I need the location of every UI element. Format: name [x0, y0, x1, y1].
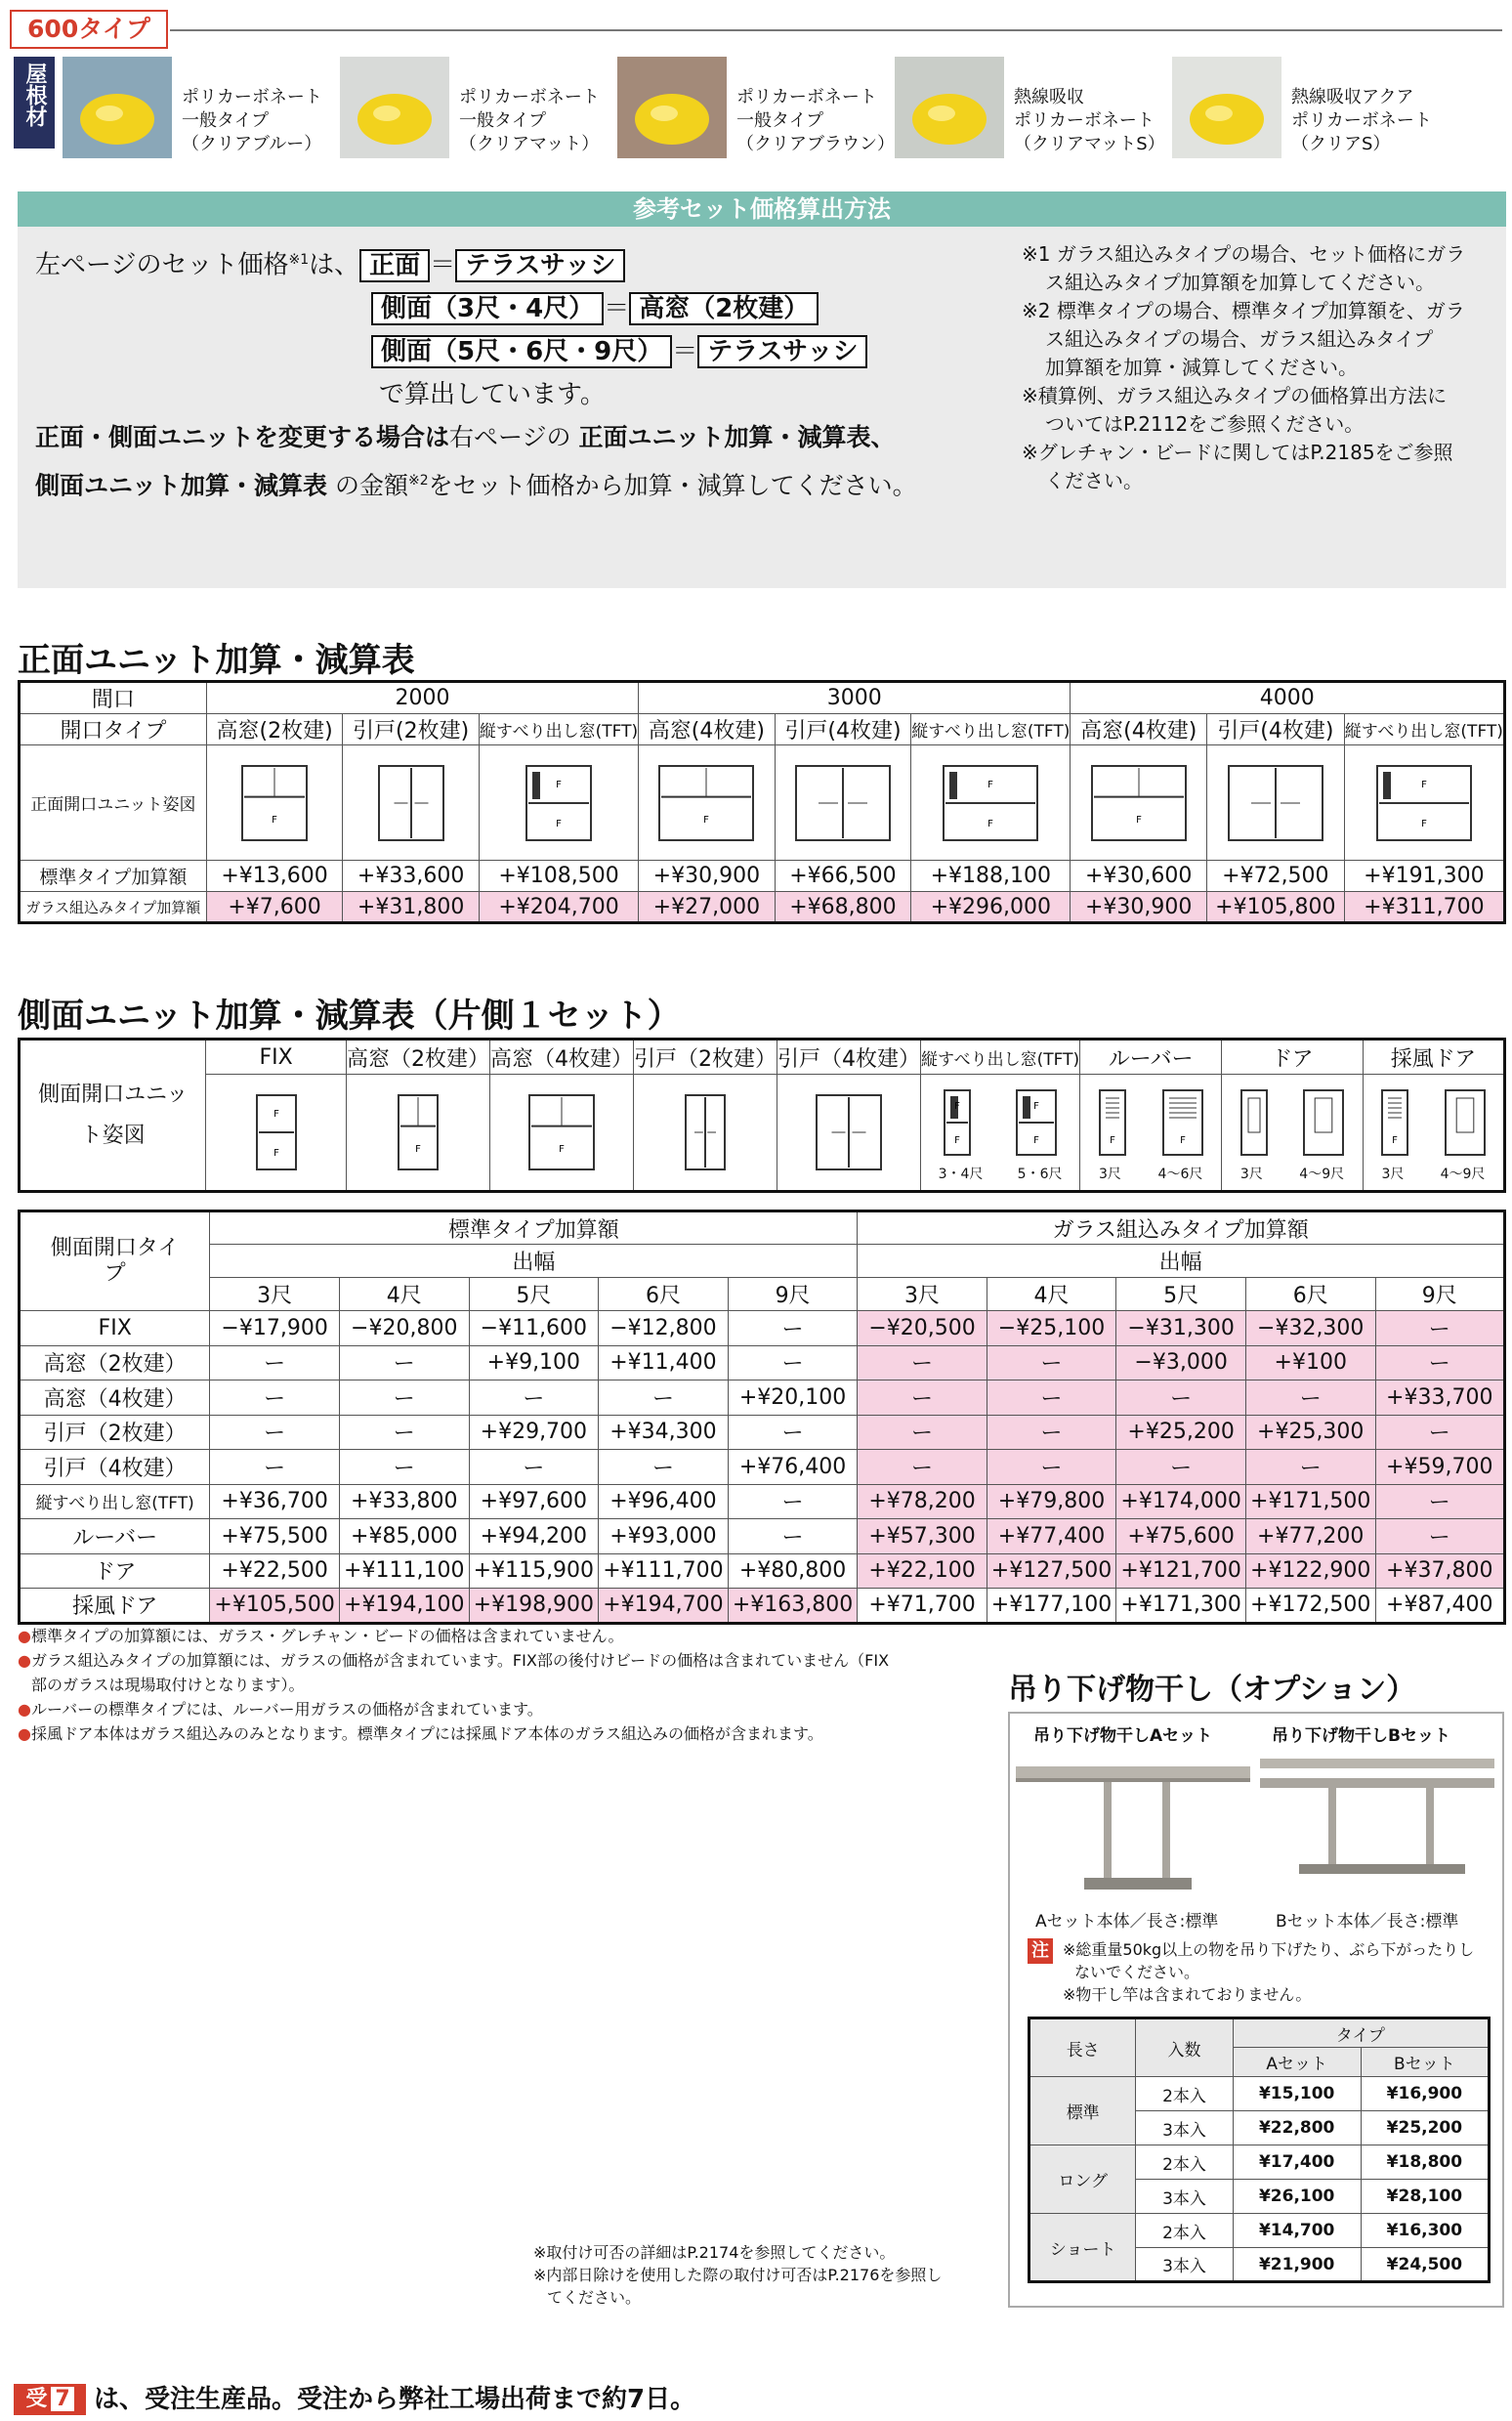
side-std-price: +¥29,700	[469, 1415, 599, 1450]
roof-sample-text: ポリカーボネート 一般タイプ （クリアマット）	[459, 87, 600, 154]
side-glass-price: ー	[1245, 1450, 1375, 1485]
front-unit-figure	[1206, 745, 1344, 861]
side-std-price: ー	[210, 1380, 340, 1416]
side-table-title: 側面ユニット加算・減算表（片側１セット）	[18, 997, 681, 1036]
side-glass-price: +¥172,500	[1245, 1589, 1375, 1624]
front-width-header: 3000	[639, 682, 1071, 714]
roof-sample-3	[617, 57, 893, 158]
note-bullet: 部のガラスは現場取付けとなります）。	[31, 1676, 305, 1694]
front-width-header: 2000	[206, 682, 638, 714]
side-std-price: +¥33,800	[339, 1484, 469, 1519]
side-std-price: ー	[469, 1380, 599, 1416]
side-glass-price: +¥87,400	[1375, 1589, 1504, 1624]
side-type-cell: ルーバー	[1080, 1040, 1222, 1075]
svg-text:F: F	[1179, 1135, 1186, 1146]
side-sub-label: 3尺	[1239, 1167, 1263, 1182]
side-std-price: ー	[599, 1450, 729, 1485]
front-std-price: +¥72,500	[1206, 861, 1344, 892]
side-glass-price: +¥33,700	[1375, 1380, 1504, 1416]
side-glass-price: +¥100	[1245, 1345, 1375, 1380]
side-std-price: +¥80,800	[728, 1553, 858, 1589]
hang-qty-cell: 2本入	[1136, 2145, 1233, 2180]
hang-b-caption: Bセット本体／長さ:標準	[1276, 1912, 1459, 1932]
side-unit-figure	[633, 1075, 777, 1192]
side-type-cell: 縦すべり出し窓(TFT)	[920, 1040, 1079, 1075]
svg-text:F: F	[1033, 1101, 1039, 1112]
front-glass-price: +¥30,900	[1071, 892, 1207, 923]
hang-a-title: 吊り下げ物干しAセット	[1033, 1726, 1213, 1746]
hang-a-price: ¥17,400	[1233, 2145, 1361, 2180]
side-sub-label: 4〜9尺	[1299, 1167, 1345, 1182]
side-std-price: +¥194,700	[599, 1589, 729, 1624]
side-glass-price: +¥71,700	[858, 1589, 987, 1624]
hang-qty-cell: 3本入	[1136, 2248, 1233, 2282]
side-glass-price: ー	[987, 1380, 1116, 1416]
hang-qty-cell: 2本入	[1136, 2077, 1233, 2111]
side-unit-table	[18, 1210, 1506, 1625]
roof-sample-5	[1172, 57, 1448, 158]
hang-notes	[1063, 1938, 1474, 2006]
side-std-price: −¥20,800	[339, 1311, 469, 1346]
side-row-name: FIX	[20, 1311, 210, 1346]
side-std-price: +¥96,400	[599, 1484, 729, 1519]
calc-note-line: ※2 標準タイプの場合、標準タイプ加算額を、ガラ	[1022, 299, 1465, 322]
front-std-price: +¥30,600	[1071, 861, 1207, 892]
side-std-price: +¥94,200	[469, 1519, 599, 1554]
side-glass-price: ー	[858, 1345, 987, 1380]
svg-text:F: F	[1109, 1135, 1115, 1146]
footer-badge: 受 7	[14, 2384, 86, 2415]
front-std-price: +¥108,500	[479, 861, 638, 892]
calc-note-line: ください。	[1045, 469, 1143, 492]
side-glass-price: −¥32,300	[1245, 1311, 1375, 1346]
hang-note-line: ないでください。	[1074, 1963, 1200, 1981]
side-std-price: +¥36,700	[210, 1484, 340, 1519]
calc-note-line: ス組込みタイプ加算額を加算してください。	[1045, 271, 1435, 294]
front-glass-price: +¥105,800	[1206, 892, 1344, 923]
ref-line: てください。	[547, 2288, 642, 2307]
side-std-price: +¥85,000	[339, 1519, 469, 1554]
side-glass-price: +¥25,300	[1245, 1415, 1375, 1450]
hanger-b-image	[1260, 1749, 1494, 1905]
side-std-price: +¥34,300	[599, 1415, 729, 1450]
side-glass-price: +¥37,800	[1375, 1553, 1504, 1589]
front-glass-price: +¥311,700	[1344, 892, 1504, 923]
front-figure-header: 正面開口ユニット姿図	[20, 745, 207, 861]
note-bullet: ●標準タイプの加算額には、ガラス・グレチャン・ビードの価格は含まれていません。	[18, 1627, 624, 1645]
side-std-price: +¥163,800	[728, 1589, 858, 1624]
front-std-label: 標準タイプ加算額	[20, 861, 207, 892]
hang-b-header: Bセット	[1361, 2048, 1489, 2077]
side-glass-price: +¥174,000	[1116, 1484, 1246, 1519]
side-std-price: ー	[728, 1415, 858, 1450]
side-glass-price: +¥171,500	[1245, 1484, 1375, 1519]
hang-b-price: ¥24,500	[1361, 2248, 1489, 2282]
side-size-header: 4尺	[987, 1278, 1116, 1311]
hang-note-line: ※物干し竿は含まれておりません。	[1063, 1985, 1312, 2004]
side-glass-price: ー	[1375, 1415, 1504, 1450]
side-std-price: +¥111,100	[339, 1553, 469, 1589]
roof-sample-text: ポリカーボネート 一般タイプ （クリアブラウン）	[736, 87, 895, 154]
side-sub-label: 3尺	[1381, 1167, 1405, 1182]
side-glass-price: +¥25,200	[1116, 1415, 1246, 1450]
lemon-sample-photo	[617, 57, 727, 158]
front-width-header: 4000	[1071, 682, 1505, 714]
side-glass-price: +¥121,700	[1116, 1553, 1246, 1589]
calc-note-line: ス組込みタイプの場合、ガラス組込みタイプ	[1045, 327, 1434, 351]
front-unit-figure	[206, 745, 343, 861]
footer-text: は、受注生産品。受注から弊社工場出荷まで約7日。	[94, 2385, 696, 2414]
side-std-price: +¥111,700	[599, 1553, 729, 1589]
svg-text:F: F	[559, 1144, 565, 1155]
hang-len-header: 長さ	[1029, 2018, 1136, 2077]
side-glass-price: +¥177,100	[987, 1589, 1116, 1624]
side-size-header: 4尺	[339, 1278, 469, 1311]
front-glass-price: +¥7,600	[206, 892, 343, 923]
side-std-header: 標準タイプ加算額	[210, 1211, 858, 1245]
roof-sample-2	[340, 57, 615, 158]
side-glass-price: +¥171,300	[1116, 1589, 1246, 1624]
hang-price-table	[1028, 2017, 1491, 2283]
side-std-price: ー	[469, 1450, 599, 1485]
hanger-a-image	[1016, 1749, 1250, 1905]
hang-qty-cell: 2本入	[1136, 2214, 1233, 2248]
svg-text:F: F	[415, 1144, 421, 1155]
front-std-price: +¥188,100	[911, 861, 1071, 892]
front-glass-price: +¥296,000	[911, 892, 1071, 923]
side-size-header: 5尺	[1116, 1278, 1246, 1311]
hang-a-price: ¥14,700	[1233, 2214, 1361, 2248]
side-row-name: 引戸（4枚建）	[20, 1450, 210, 1485]
side-glass-price: ー	[987, 1450, 1116, 1485]
side-std-price: ー	[728, 1519, 858, 1554]
side-std-price: −¥11,600	[469, 1311, 599, 1346]
side-type-cell: 採風ドア	[1363, 1040, 1504, 1075]
side-glass-price: +¥75,600	[1116, 1519, 1246, 1554]
side-std-price: ー	[210, 1450, 340, 1485]
svg-text:F: F	[273, 1148, 279, 1159]
note-bullet: ●ルーバーの標準タイプには、ルーバー用ガラスの価格が含まれています。	[18, 1700, 543, 1719]
side-glass-price: ー	[1116, 1450, 1246, 1485]
hang-b-price: ¥25,200	[1361, 2111, 1489, 2145]
side-glass-price: ー	[1375, 1484, 1504, 1519]
hang-qty-cell: 3本入	[1136, 2180, 1233, 2214]
side-unit-figure	[489, 1075, 633, 1192]
roof-sample-text: 熱線吸収 ポリカーボネート （クリアマットS）	[1014, 87, 1165, 154]
hang-b-price: ¥16,300	[1361, 2214, 1489, 2248]
side-type-cell: 引戸（2枚建）	[633, 1040, 777, 1075]
calc-formula: 左ページのセット価格$^{※1}$は、 正面 ＝ テラスサッシ 側面（3尺・4尺） ＝ 高窓（2枚建） 側面（5尺・6尺・9尺） ＝ テラスサッシ で算出しています。 正面・側面ユニットを変更する場合は右ページの 正面ユニット加算・減算表、 側面ユニット加算・減算表 の金額$^{※2}$をセット価格から加算・減算してください。	[35, 250, 917, 499]
front-type-cell: 高窓(4枚建)	[1071, 714, 1207, 745]
side-glass-price: +¥59,700	[1375, 1450, 1504, 1485]
front-unit-table	[18, 680, 1506, 924]
side-std-price: ー	[728, 1311, 858, 1346]
front-glass-label: ガラス組込みタイプ加算額	[20, 892, 207, 923]
hang-a-caption: Aセット本体／長さ:標準	[1035, 1912, 1219, 1932]
side-glass-price: +¥77,400	[987, 1519, 1116, 1554]
notes-bullets	[18, 1624, 955, 1746]
roof-material-label: 屋根材	[14, 57, 55, 149]
side-std-price: +¥76,400	[728, 1450, 858, 1485]
hang-a-price: ¥15,100	[1233, 2077, 1361, 2111]
side-std-price: +¥115,900	[469, 1553, 599, 1589]
hang-qty-cell: 3本入	[1136, 2111, 1233, 2145]
side-size-header: 3尺	[858, 1278, 987, 1311]
calc-note-line: ついてはP.2112をご参照ください。	[1045, 412, 1365, 436]
side-type-cell: 高窓（2枚建）	[346, 1040, 489, 1075]
side-std-price: −¥17,900	[210, 1311, 340, 1346]
front-unit-figure	[911, 745, 1071, 861]
front-opening-header: 間口	[20, 682, 207, 714]
front-glass-price: +¥31,800	[343, 892, 480, 923]
side-size-header: 6尺	[1245, 1278, 1375, 1311]
side-size-header: 6尺	[599, 1278, 729, 1311]
front-unit-figure	[1071, 745, 1207, 861]
front-type-cell: 高窓(4枚建)	[639, 714, 776, 745]
hang-b-price: ¥16,900	[1361, 2077, 1489, 2111]
front-unit-figure	[1344, 745, 1504, 861]
side-glass-price: ー	[1375, 1519, 1504, 1554]
side-figure-header: 側面開口ユニット姿図	[20, 1040, 206, 1192]
side-type-cell: FIX	[206, 1040, 347, 1075]
lemon-sample-photo	[895, 57, 1004, 158]
side-std-price: ー	[728, 1484, 858, 1519]
note-bullet: ●採風ドア本体はガラス組込みのみとなります。標準タイプには採風ドア本体のガラス組込みの価格が含まれます。	[18, 1724, 823, 1743]
side-std-price: ー	[339, 1450, 469, 1485]
side-type-header: 側面開口タイプ	[20, 1211, 210, 1311]
svg-text:F: F	[556, 818, 562, 829]
hang-len-cell: 標準	[1029, 2077, 1136, 2145]
svg-text:F: F	[987, 779, 994, 790]
side-glass-price: ー	[858, 1450, 987, 1485]
front-type-cell: 引戸(4枚建)	[775, 714, 911, 745]
side-std-price: ー	[599, 1380, 729, 1416]
side-size-header: 9尺	[728, 1278, 858, 1311]
hang-b-price: ¥18,800	[1361, 2145, 1489, 2180]
side-std-price: +¥198,900	[469, 1589, 599, 1624]
header-rule	[170, 29, 1502, 31]
side-glass-price: ー	[987, 1415, 1116, 1450]
svg-text:F: F	[703, 814, 710, 826]
side-std-price: ー	[339, 1415, 469, 1450]
side-out-header: 出幅	[210, 1245, 858, 1278]
svg-text:F: F	[1033, 1135, 1039, 1146]
side-std-price: ー	[728, 1345, 858, 1380]
front-glass-price: +¥68,800	[775, 892, 911, 923]
calc-note-line: ※グレチャン・ビードに関してはP.2185をご参照	[1022, 441, 1453, 464]
side-glass-price: ー	[1375, 1345, 1504, 1380]
caution-badge: 注	[1028, 1938, 1053, 1964]
side-glass-price: ー	[1375, 1311, 1504, 1346]
type-badge: 600タイプ	[10, 10, 168, 49]
side-std-price: +¥20,100	[728, 1380, 858, 1416]
front-std-price: +¥30,900	[639, 861, 776, 892]
side-glass-price: ー	[1245, 1380, 1375, 1416]
side-std-price: +¥105,500	[210, 1589, 340, 1624]
side-glass-price: ー	[858, 1380, 987, 1416]
side-unit-figure-pair	[1222, 1075, 1364, 1192]
side-size-header: 5尺	[469, 1278, 599, 1311]
side-sub-label: 3・4尺	[938, 1167, 984, 1182]
side-glass-price: −¥25,100	[987, 1311, 1116, 1346]
side-glass-price: +¥22,100	[858, 1553, 987, 1589]
hang-a-price: ¥22,800	[1233, 2111, 1361, 2145]
side-unit-figure-pair	[1363, 1075, 1504, 1192]
front-unit-figure	[775, 745, 911, 861]
svg-text:F: F	[1420, 818, 1427, 829]
front-unit-figure	[639, 745, 776, 861]
hang-title: 吊り下げ物干し（オプション）	[1008, 1673, 1416, 1707]
note-bullet: ●ガラス組込みタイプの加算額には、ガラスの価格が含まれています。FIX部の後付けビードの価格は含まれていません（FIX	[18, 1651, 890, 1670]
side-glass-price: +¥78,200	[858, 1484, 987, 1519]
calc-notes	[1022, 240, 1506, 495]
side-type-cell: ドア	[1222, 1040, 1364, 1075]
side-glass-price: +¥127,500	[987, 1553, 1116, 1589]
front-type-cell: 引戸(4枚建)	[1206, 714, 1344, 745]
front-type-cell: 縦すべり出し窓(TFT)	[1344, 714, 1504, 745]
side-std-price: +¥93,000	[599, 1519, 729, 1554]
side-figure-table	[18, 1038, 1506, 1193]
side-glass-price: +¥122,900	[1245, 1553, 1375, 1589]
ref-line: ※取付け可否の詳細はP.2174を参照してください。	[533, 2243, 896, 2262]
front-type-header: 開口タイプ	[20, 714, 207, 745]
front-std-price: +¥33,600	[343, 861, 480, 892]
side-glass-price: ー	[858, 1415, 987, 1450]
side-sub-label: 5・6尺	[1017, 1167, 1063, 1182]
side-std-price: ー	[339, 1380, 469, 1416]
ref-notes	[533, 2241, 942, 2309]
side-glass-price: −¥20,500	[858, 1311, 987, 1346]
hang-len-cell: ロング	[1029, 2145, 1136, 2214]
side-unit-figure-pair	[920, 1075, 1079, 1192]
roof-sample-text: 熱線吸収アクア ポリカーボネート （クリアS）	[1291, 87, 1432, 154]
hang-b-price: ¥28,100	[1361, 2180, 1489, 2214]
side-unit-figure	[346, 1075, 489, 1192]
front-std-price: +¥191,300	[1344, 861, 1504, 892]
side-glass-price: +¥77,200	[1245, 1519, 1375, 1554]
side-glass-header: ガラス組込みタイプ加算額	[858, 1211, 1505, 1245]
side-std-price: −¥12,800	[599, 1311, 729, 1346]
side-type-cell: 高窓（4枚建）	[489, 1040, 633, 1075]
side-sub-label: 3尺	[1098, 1167, 1121, 1182]
side-row-name: 縦すべり出し窓(TFT)	[20, 1484, 210, 1519]
side-out-header: 出幅	[858, 1245, 1505, 1278]
svg-text:F: F	[987, 818, 994, 829]
svg-text:F: F	[556, 779, 562, 790]
side-glass-price: +¥79,800	[987, 1484, 1116, 1519]
side-glass-price: −¥31,300	[1116, 1311, 1246, 1346]
front-type-cell: 縦すべり出し窓(TFT)	[479, 714, 638, 745]
side-sub-label: 4〜6尺	[1157, 1167, 1203, 1182]
side-std-price: +¥9,100	[469, 1345, 599, 1380]
side-row-name: 引戸（2枚建）	[20, 1415, 210, 1450]
roof-sample-4	[895, 57, 1170, 158]
front-unit-figure	[479, 745, 638, 861]
svg-text:F: F	[1392, 1135, 1399, 1146]
svg-text:F: F	[1420, 779, 1427, 790]
side-glass-price: +¥57,300	[858, 1519, 987, 1554]
side-std-price: +¥11,400	[599, 1345, 729, 1380]
ref-line: ※内部日除けを使用した際の取付け可否はP.2176を参照し	[533, 2266, 943, 2284]
side-unit-figure	[206, 1075, 347, 1192]
side-unit-figure-pair	[1080, 1075, 1222, 1192]
front-type-cell: 引戸(2枚建)	[343, 714, 480, 745]
lemon-sample-photo	[63, 57, 172, 158]
hang-len-cell: ショート	[1029, 2214, 1136, 2282]
svg-text:F: F	[954, 1101, 960, 1112]
side-type-cell: 引戸（4枚建）	[777, 1040, 920, 1075]
side-std-price: ー	[210, 1345, 340, 1380]
side-row-name: ルーバー	[20, 1519, 210, 1554]
side-glass-price: −¥3,000	[1116, 1345, 1246, 1380]
lemon-sample-photo	[1172, 57, 1281, 158]
hang-a-header: Aセット	[1233, 2048, 1361, 2077]
side-std-price: +¥97,600	[469, 1484, 599, 1519]
side-size-header: 9尺	[1375, 1278, 1504, 1311]
hang-b-title: 吊り下げ物干しBセット	[1272, 1726, 1450, 1746]
side-size-header: 3尺	[210, 1278, 340, 1311]
lemon-sample-photo	[340, 57, 449, 158]
svg-text:F: F	[273, 1109, 279, 1120]
svg-text:F: F	[1135, 814, 1142, 826]
svg-text:F: F	[272, 814, 277, 826]
side-row-name: ドア	[20, 1553, 210, 1589]
hang-qty-header: 入数	[1136, 2018, 1233, 2077]
side-glass-price: ー	[987, 1345, 1116, 1380]
side-row-name: 採風ドア	[20, 1589, 210, 1624]
hang-note-line: ※総重量50kg以上の物を吊り下げたり、ぶら下がったりし	[1063, 1940, 1475, 1959]
side-unit-figure	[777, 1075, 920, 1192]
roof-sample-1	[63, 57, 338, 158]
side-std-price: +¥22,500	[210, 1553, 340, 1589]
front-unit-figure	[343, 745, 480, 861]
side-std-price: ー	[339, 1345, 469, 1380]
side-row-name: 高窓（2枚建）	[20, 1345, 210, 1380]
front-std-price: +¥13,600	[206, 861, 343, 892]
hang-a-price: ¥26,100	[1233, 2180, 1361, 2214]
calc-note-line: ※積算例、ガラス組込みタイプの価格算出方法に	[1022, 384, 1448, 407]
front-glass-price: +¥27,000	[639, 892, 776, 923]
side-std-price: +¥75,500	[210, 1519, 340, 1554]
front-type-cell: 高窓(2枚建)	[206, 714, 343, 745]
side-std-price: ー	[210, 1415, 340, 1450]
roof-sample-text: ポリカーボネート 一般タイプ （クリアブルー）	[182, 87, 322, 154]
side-std-price: +¥194,100	[339, 1589, 469, 1624]
side-row-name: 高窓（4枚建）	[20, 1380, 210, 1416]
calc-note-line: ※1 ガラス組込みタイプの場合、セット価格にガラ	[1022, 242, 1466, 266]
hang-a-price: ¥21,900	[1233, 2248, 1361, 2282]
front-std-price: +¥66,500	[775, 861, 911, 892]
side-glass-price: ー	[1116, 1380, 1246, 1416]
svg-text:F: F	[954, 1135, 960, 1146]
side-sub-label: 4〜9尺	[1440, 1167, 1486, 1182]
hang-type-header: タイプ	[1233, 2018, 1489, 2048]
front-glass-price: +¥204,700	[479, 892, 638, 923]
front-table-title: 正面ユニット加算・減算表	[18, 641, 415, 680]
calc-section-title: 参考セット価格算出方法	[18, 191, 1506, 227]
calc-note-line: 加算額を加算・減算してください。	[1045, 356, 1358, 379]
front-type-cell: 縦すべり出し窓(TFT)	[911, 714, 1071, 745]
